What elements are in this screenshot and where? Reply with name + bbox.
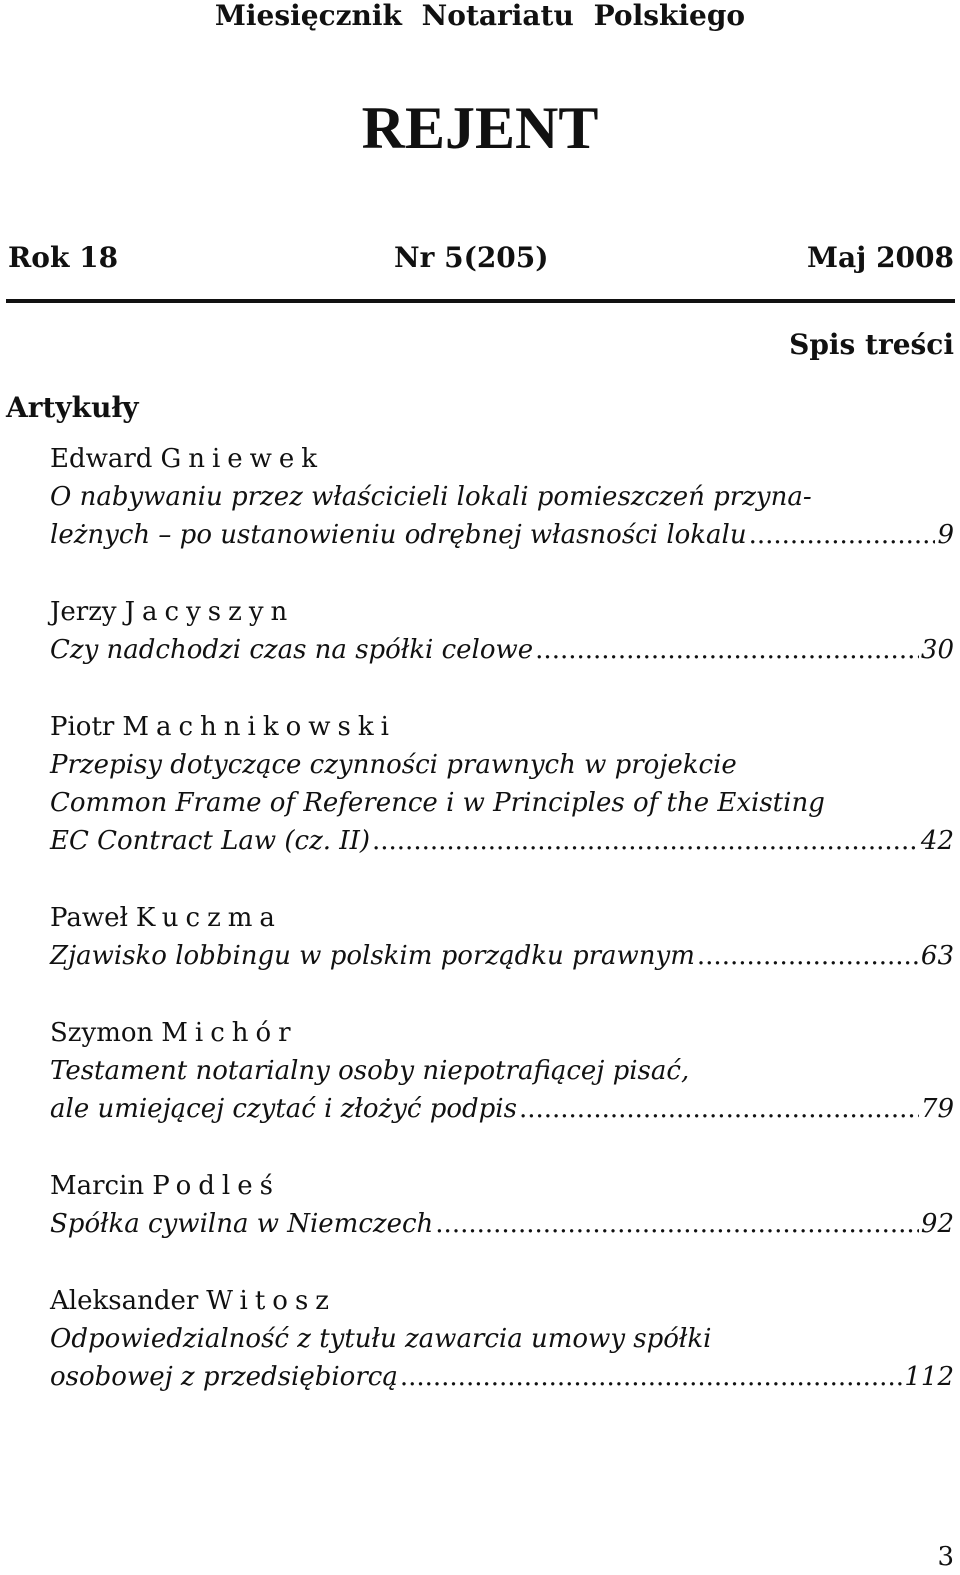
entry-title-last-line: [50, 1205, 954, 1243]
entry-title-line: leżnych – po ustanowieniu odrębnej własności lokalu: [50, 520, 747, 550]
author-surname: Kuczma: [135, 903, 282, 933]
entry-title-last-line: [50, 822, 954, 860]
entry-author: [50, 899, 954, 937]
entry-title-line: EC Contract Law (cz. II): [50, 826, 370, 856]
entry-title-last-line: [50, 631, 954, 669]
entry-title-line: Przepisy dotyczące czynności prawnych w projekcie: [50, 750, 737, 780]
entry-title-line: osobowej z przedsiębiorcą: [50, 1362, 398, 1392]
dot-leader: [435, 1205, 919, 1243]
dot-leader: [697, 937, 919, 975]
entry-title-line: Odpowiedzialność z tytułu zawarcia umowy spółki: [50, 1324, 712, 1354]
toc-heading: Spis treści: [789, 328, 954, 361]
entry-author: [50, 708, 954, 746]
issue-date: Maj 2008: [807, 241, 954, 274]
entry-page-number: 42: [920, 826, 954, 856]
entry-author: [50, 1014, 954, 1052]
author-surname: Gniewek: [160, 444, 325, 474]
entry-title-last-line: [50, 516, 954, 554]
entry-author: [50, 1282, 954, 1320]
toc-entry: [50, 1014, 954, 1128]
dot-leader: [519, 1090, 919, 1128]
entry-page-number: 9: [937, 520, 954, 550]
issue-year: Rok 18: [8, 241, 119, 274]
author-surname: Witosz: [206, 1286, 337, 1316]
dot-leader: [535, 631, 919, 669]
entry-title-line: Czy nadchodzi czas na spółki celowe: [50, 635, 534, 665]
author-first-name: Szymon: [50, 1018, 154, 1048]
entry-author: [50, 593, 954, 631]
entry-page-number: 63: [920, 941, 954, 971]
toc-entry: [50, 899, 954, 975]
entry-page-number: 112: [904, 1362, 954, 1392]
entry-title-line: Zjawisko lobbingu w polskim porządku prawnym: [50, 941, 695, 971]
issue-info: [8, 238, 954, 278]
entry-title-line: Testament notarialny osoby niepotrafiącej pisać,: [50, 1056, 690, 1086]
journal-name: Miesięcznik Notariatu Polskiego: [214, 0, 746, 32]
toc-entry: [50, 1167, 954, 1243]
author-surname: Machnikowski: [122, 712, 396, 742]
entry-title-line: Spółka cywilna w Niemczech: [50, 1209, 434, 1239]
toc-entry: [50, 1282, 954, 1396]
entry-author: [50, 440, 954, 478]
dot-leader: [372, 822, 919, 860]
entry-title-line: Common Frame of Reference i w Principles of the Existing: [50, 788, 825, 818]
author-first-name: Marcin: [50, 1171, 145, 1201]
author-first-name: Edward: [50, 444, 153, 474]
header-divider: [6, 299, 955, 303]
entry-page-number: 79: [920, 1094, 954, 1124]
entry-title-line: O nabywaniu przez właścicieli lokali pomieszczeń przyna-: [50, 482, 812, 512]
entry-title-last-line: [50, 937, 954, 975]
entry-page-number: 92: [920, 1209, 954, 1239]
author-first-name: Paweł: [50, 903, 128, 933]
entry-title-last-line: [50, 1358, 954, 1396]
toc-entry: [50, 708, 954, 860]
author-surname: Podleś: [152, 1171, 280, 1201]
author-surname: Michór: [161, 1018, 298, 1048]
toc-entries: [50, 440, 954, 1435]
author-first-name: Piotr: [50, 712, 115, 742]
entry-author: [50, 1167, 954, 1205]
author-first-name: Jerzy: [50, 597, 117, 627]
author-first-name: Aleksander: [50, 1286, 199, 1316]
toc-entry: [50, 593, 954, 669]
journal-title: REJENT: [361, 95, 599, 161]
dot-leader: [749, 516, 936, 554]
author-surname: Jacyszyn: [124, 597, 295, 627]
dot-leader: [400, 1358, 903, 1396]
entry-page-number: 30: [920, 635, 954, 665]
page-number: 3: [937, 1542, 954, 1572]
issue-number: Nr 5(205): [394, 241, 549, 274]
toc-entry: [50, 440, 954, 554]
section-heading: Artykuły: [6, 391, 139, 424]
entry-title-line: ale umiejącej czytać i złożyć podpis: [50, 1094, 517, 1124]
entry-title-last-line: [50, 1090, 954, 1128]
